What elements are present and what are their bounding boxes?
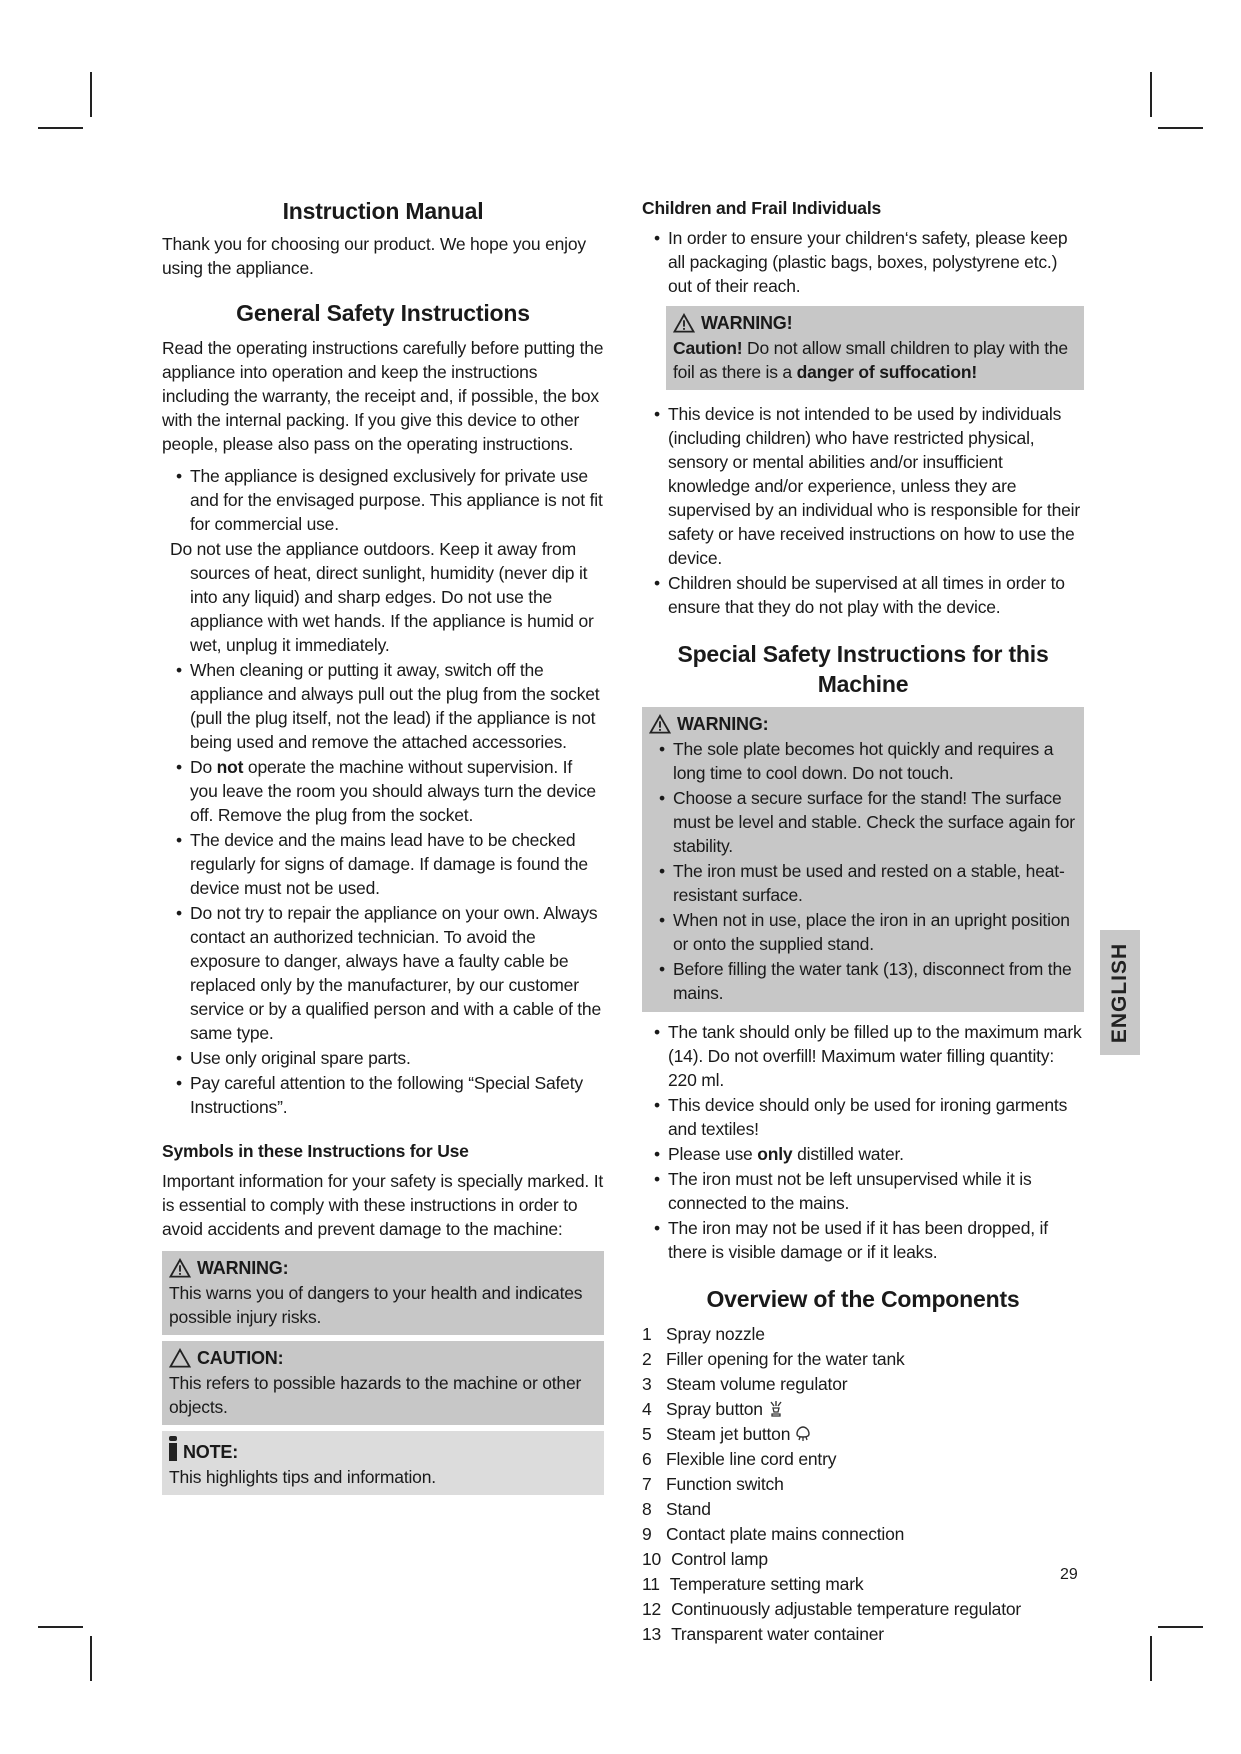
- steam-jet-icon: [794, 1425, 812, 1443]
- list-item: • The sole plate becomes hot quickly and requires a long time to cool down. Do not touch.: [659, 739, 1054, 783]
- info-icon: [169, 1443, 177, 1461]
- crop-mark-bl-v: [90, 1636, 92, 1681]
- component-item: 8 Stand: [642, 1499, 711, 1519]
- special-warning-box: [642, 707, 1084, 1012]
- general-safety-heading: General Safety Instructions: [236, 300, 530, 326]
- children-warning-title: WARNING!: [701, 313, 793, 333]
- crop-mark-bl-h: [38, 1626, 83, 1628]
- component-item: 4 Spray button: [642, 1397, 1084, 1422]
- list-item: • This device is not intended to be used by individuals (including children) who have restricted physical, sensory or mental abilities and/or insufficient knowledge and/or experience, unless they are supervised by an individual who is responsible for their safety or have received instructions on how to use the device.: [654, 404, 1080, 568]
- special-warning-list: [649, 737, 1077, 1005]
- general-safety-list-cont: [162, 658, 604, 1119]
- components-list: [642, 1322, 1084, 1647]
- component-item: 9 Contact plate mains connection: [642, 1524, 905, 1544]
- component-item: 5 Steam jet button: [642, 1422, 1084, 1447]
- list-item: • The iron must be used and rested on a stable, heat-resistant surface.: [659, 861, 1065, 905]
- right-column: [642, 196, 1084, 1647]
- special-warning-header: [649, 711, 1077, 737]
- warning-triangle-icon: [673, 313, 695, 333]
- children-heading: Children and Frail Individuals: [642, 198, 882, 218]
- spray-icon: [767, 1400, 785, 1418]
- list-item: • Please use only distilled water.: [654, 1144, 904, 1164]
- caution-box: [162, 1341, 604, 1425]
- children-warning-box: [666, 306, 1084, 390]
- caution-box-header: [169, 1345, 597, 1371]
- children-list-cont: [642, 402, 1084, 619]
- crop-mark-tr-v: [1150, 72, 1152, 117]
- list-item: • In order to ensure your children‘s safety, please keep all packaging (plastic bags, boxes, polystyrene etc.) out of their reach.: [654, 228, 1068, 296]
- overview-heading: Overview of the Components: [706, 1286, 1020, 1312]
- component-item: 13 Transparent water container: [642, 1624, 884, 1644]
- caution-box-text: This refers to possible hazards to the machine or other objects.: [169, 1373, 582, 1417]
- component-item: 7 Function switch: [642, 1474, 784, 1494]
- component-item: 10 Control lamp: [642, 1549, 768, 1569]
- children-warning-header: [673, 310, 1077, 336]
- component-item: 6 Flexible line cord entry: [642, 1449, 837, 1469]
- list-item: • Do not operate the machine without supervision. If you leave the room you should always turn the device off. Remove the plug from the socket.: [176, 757, 596, 825]
- component-item: 3 Steam volume regulator: [642, 1374, 848, 1394]
- list-item: • This device should only be used for ironing garments and textiles!: [654, 1095, 1068, 1139]
- special-warning-title: WARNING:: [677, 714, 769, 734]
- crop-mark-br-v: [1150, 1636, 1152, 1681]
- list-item: • When not in use, place the iron in an upright position or onto the supplied stand.: [659, 910, 1070, 954]
- list-item: • Pay careful attention to the following “Special Safety Instructions”.: [176, 1073, 583, 1117]
- list-item: • The iron must not be left unsupervised while it is connected to the mains.: [654, 1169, 1032, 1213]
- list-item: • The appliance is designed exclusively for private use and for the envisaged purpose. This appliance is not fit for commercial use.: [176, 466, 603, 534]
- warning-box: [162, 1251, 604, 1335]
- list-item: • Children should be supervised at all times in order to ensure that they do not play with the device.: [654, 573, 1065, 617]
- list-item: • Use only original spare parts.: [176, 1048, 411, 1068]
- warning-box-text: This warns you of dangers to your health and indicates possible injury risks.: [169, 1283, 583, 1327]
- special-safety-list: [642, 1020, 1084, 1264]
- warning-triangle-icon: [169, 1258, 191, 1278]
- list-item: • Before filling the water tank (13), disconnect from the mains.: [659, 959, 1072, 1003]
- warning-box-header: [169, 1255, 597, 1281]
- list-item: • The iron may not be used if it has been dropped, if there is visible damage or if it leaks.: [654, 1218, 1048, 1262]
- general-safety-intro: Read the operating instructions carefully before putting the appliance into operation and keep the instructions including the warranty, the receipt and, if possible, the box with the internal packing. If you give this device to other people, please also pass on the operating instructions.: [162, 338, 604, 454]
- warning-box-title: WARNING:: [197, 1258, 289, 1278]
- list-item: • The device and the mains lead have to be checked regularly for signs of damage. If damage is found the device must not be used.: [176, 830, 588, 898]
- component-item: 12 Continuously adjustable temperature regulator: [642, 1599, 1022, 1619]
- page-number: 29: [1060, 1566, 1078, 1583]
- component-item: 2 Filler opening for the water tank: [642, 1349, 905, 1369]
- language-tab-label: ENGLISH: [1108, 942, 1131, 1043]
- list-item: • The tank should only be filled up to the maximum mark (14). Do not overfill! Maximum water filling quantity: 220 ml.: [654, 1022, 1082, 1090]
- note-box-text: This highlights tips and information.: [169, 1467, 436, 1487]
- crop-mark-br-h: [1158, 1626, 1203, 1628]
- component-item: 11 Temperature setting mark: [642, 1574, 864, 1594]
- language-tab: [1100, 930, 1140, 1055]
- crop-mark-tl-v: [90, 72, 92, 117]
- page-title: Instruction Manual: [282, 198, 484, 224]
- caution-box-title: CAUTION:: [197, 1348, 284, 1368]
- note-box-header: [169, 1439, 597, 1465]
- list-item: • When cleaning or putting it away, switch off the appliance and always pull out the plug from the socket (pull the plug itself, not the lead) if the appliance is not being used and remove the attached accessories.: [176, 660, 600, 752]
- note-box: [162, 1431, 604, 1495]
- symbols-intro: Important information for your safety is specially marked. It is essential to comply with these instructions in order to avoid accidents and prevent damage to the machine:: [162, 1171, 604, 1239]
- intro-text: Thank you for choosing our product. We hope you enjoy using the appliance.: [162, 234, 586, 278]
- component-item: 1 Spray nozzle: [642, 1324, 765, 1344]
- note-box-title: NOTE:: [183, 1442, 238, 1462]
- crop-mark-tl-h: [38, 127, 83, 129]
- symbols-heading: Symbols in these Instructions for Use: [162, 1141, 469, 1161]
- special-safety-heading: Special Safety Instructions for this Machine: [677, 641, 1049, 697]
- crop-mark-tr-h: [1158, 127, 1203, 129]
- list-item: • Choose a secure surface for the stand! The surface must be level and stable. Check the surface again for stability.: [659, 788, 1075, 856]
- list-item: Do not use the appliance outdoors. Keep it away from sources of heat, direct sunlight, humidity (never dip it into any liquid) and sharp edges. Do not use the appliance with wet hands. If the appliance is humid or wet, unplug it immediately.: [170, 539, 594, 655]
- children-list: [642, 226, 1084, 298]
- left-column: [162, 196, 604, 1501]
- warning-triangle-icon: [649, 714, 671, 734]
- children-warning-text: Caution! Do not allow small children to play with the foil as there is a danger of suffocation!: [673, 338, 1068, 382]
- caution-triangle-icon: [169, 1348, 191, 1368]
- list-item: • Do not try to repair the appliance on your own. Always contact an authorized technician. To avoid the exposure to danger, always have a faulty cable be replaced only by the manufacturer, by our customer service or by a qualified person and with a cable of the same type.: [176, 903, 601, 1043]
- general-safety-list: [162, 464, 604, 536]
